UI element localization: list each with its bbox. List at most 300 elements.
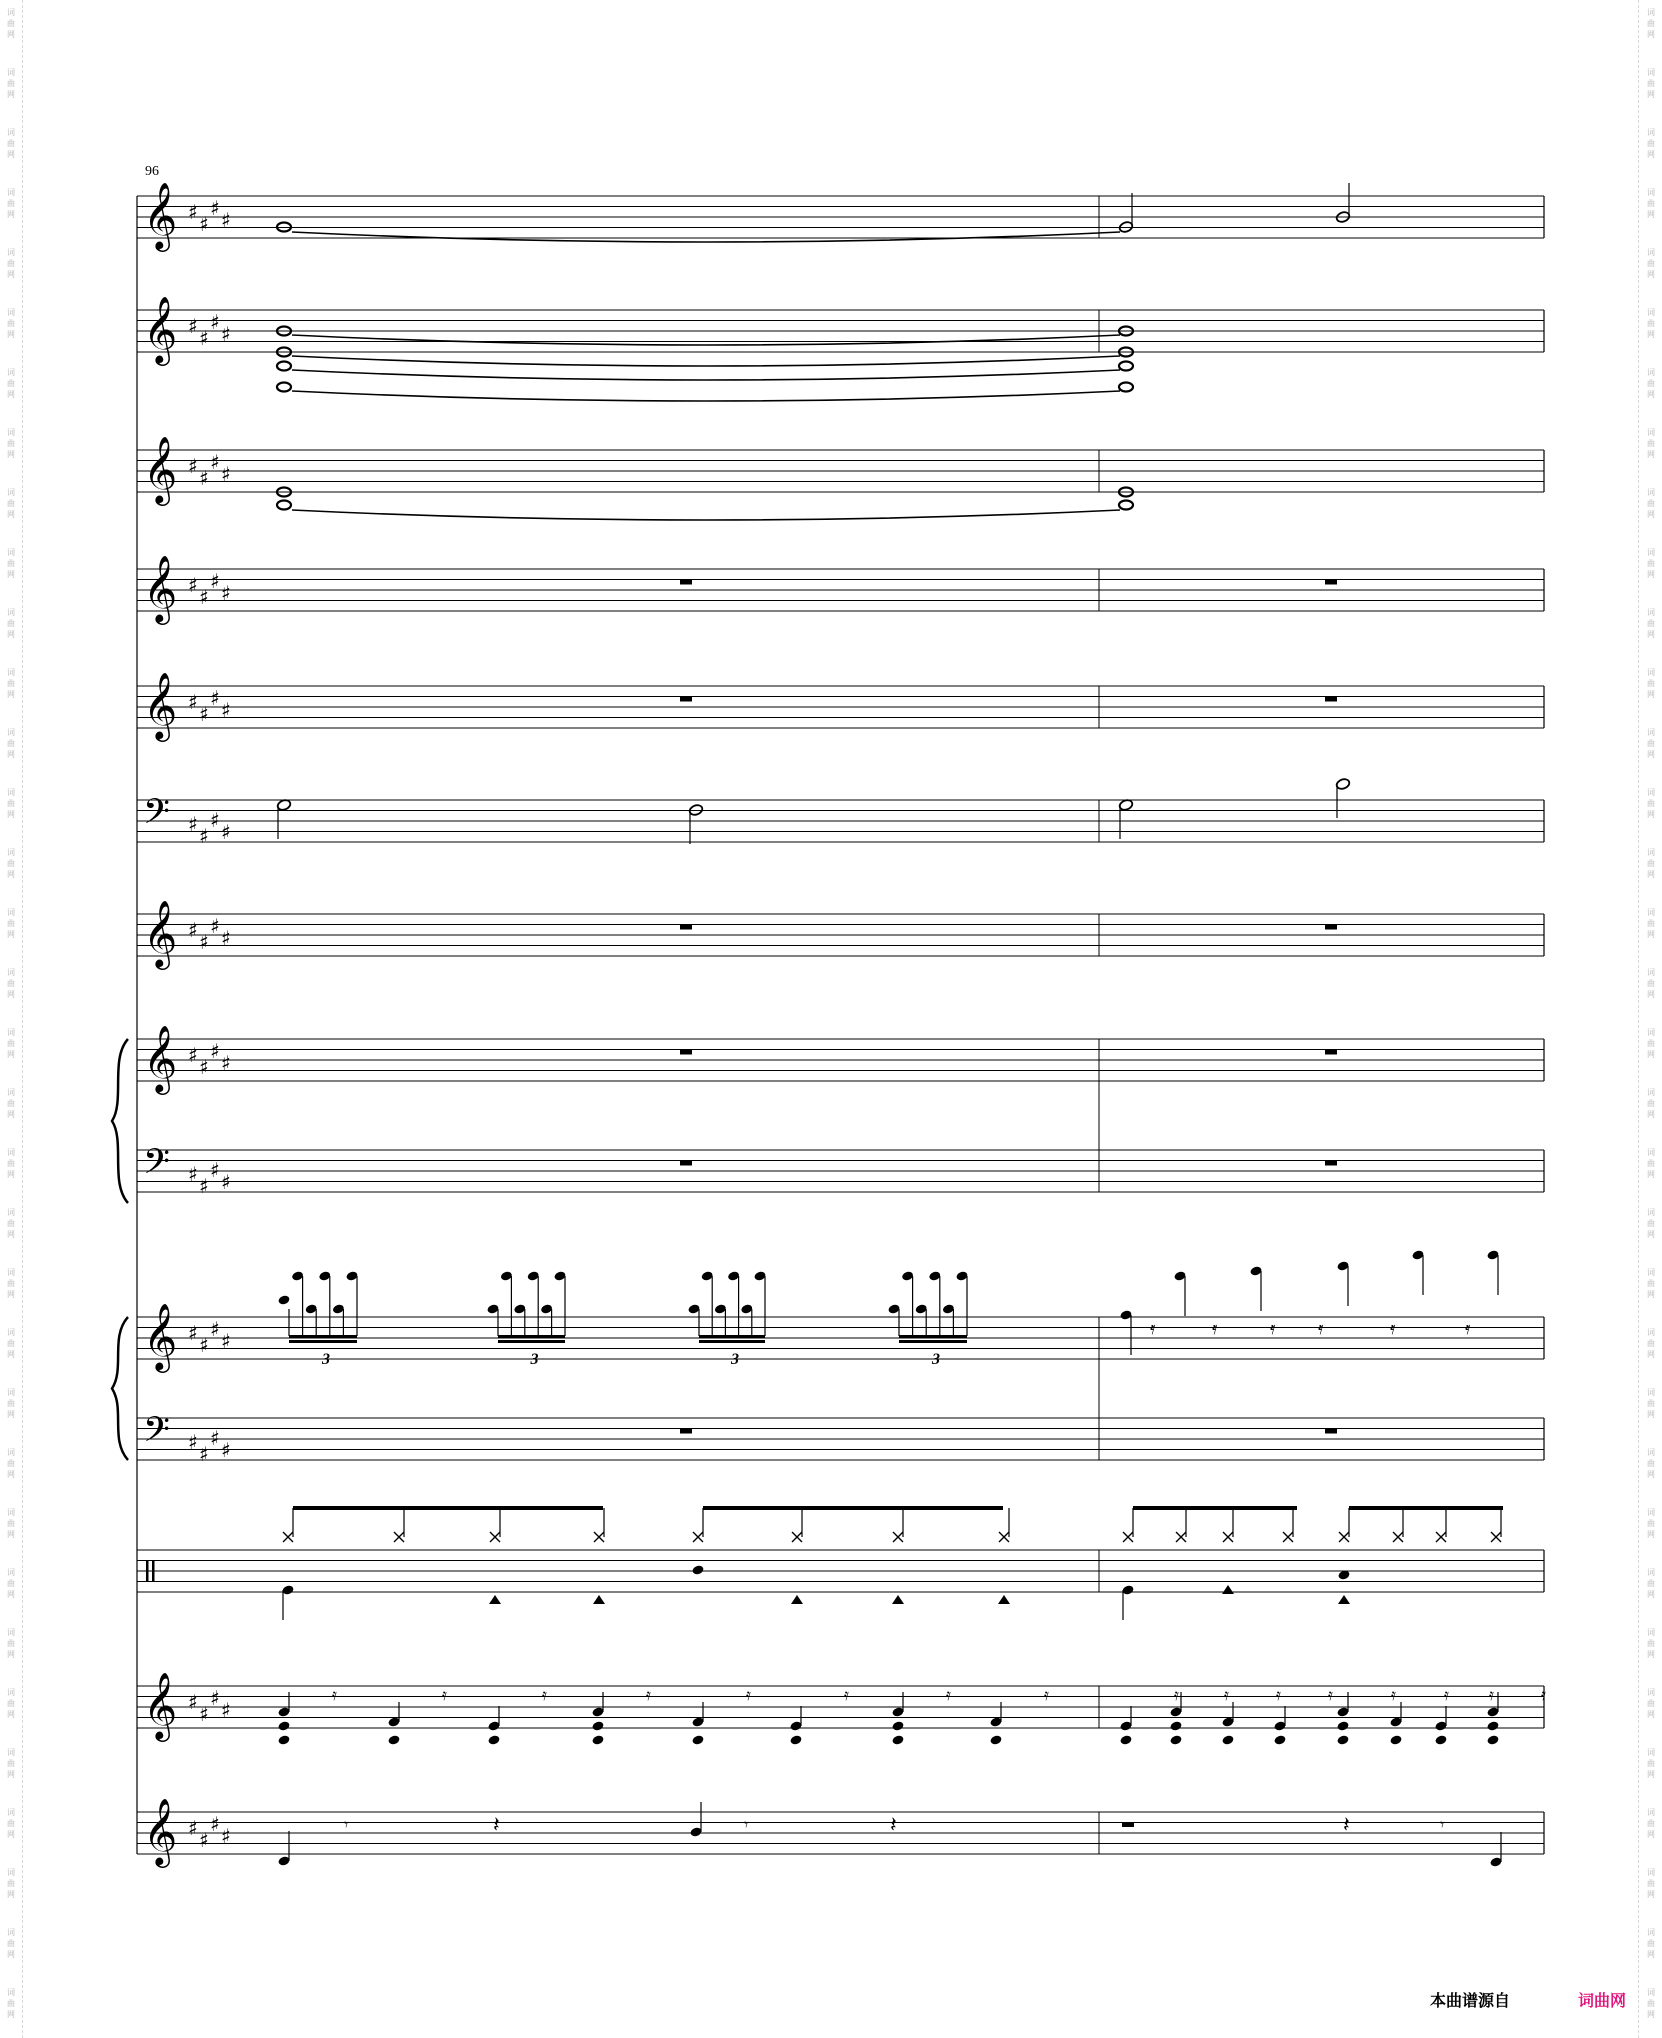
watermark-char: 网 (1647, 450, 1655, 459)
sharp-sign: ♯ (210, 1158, 220, 1182)
sharp-sign: ♯ (210, 1812, 220, 1836)
whole-rest (680, 1161, 692, 1166)
watermark-char: 网 (7, 330, 15, 339)
chord-note (277, 1720, 290, 1731)
watermark-char: 曲 (7, 1219, 15, 1228)
treble-clef: 𝄞 (143, 1302, 178, 1370)
watermark-char: 曲 (7, 439, 15, 448)
sharp-sign: ♯ (210, 310, 220, 334)
watermark-char: 词 (7, 728, 15, 737)
watermark-char: 曲 (7, 619, 15, 628)
chord-note (891, 1734, 904, 1745)
chord-note (691, 1734, 704, 1745)
sharp-sign: ♯ (199, 1055, 209, 1079)
watermark-char: 词 (1647, 8, 1655, 17)
sharp-sign: ♯ (199, 702, 209, 726)
watermark-char: 曲 (1647, 79, 1655, 88)
watermark-char: 网 (1647, 1170, 1655, 1179)
sixteenth-rest: 𝄿 (1150, 1318, 1156, 1338)
watermark-char: 网 (7, 630, 15, 639)
chord-note (591, 1720, 604, 1731)
watermark-char: 网 (7, 870, 15, 879)
sharp-sign: ♯ (188, 454, 198, 478)
watermark-char: 词 (1647, 1268, 1655, 1277)
treble-clef: 𝄞 (143, 899, 178, 967)
watermark-char: 曲 (7, 259, 15, 268)
whole-rest (1325, 925, 1337, 930)
watermark-char: 词 (1647, 668, 1655, 677)
watermark-char: 词 (1647, 1088, 1655, 1097)
watermark-char: 网 (7, 1410, 15, 1419)
watermark-char: 词 (7, 968, 15, 977)
watermark-char: 曲 (1647, 1099, 1655, 1108)
beam (289, 1335, 357, 1338)
sixteenth-rest: 𝄿 (1318, 1318, 1324, 1338)
quarter-rest: 𝄽 (493, 1812, 500, 1837)
snare-note (691, 1564, 704, 1575)
beam (899, 1340, 967, 1343)
tie (292, 232, 1120, 242)
percussion-clef (152, 1561, 155, 1582)
whole-rest (1325, 580, 1337, 585)
sharp-sign: ♯ (199, 1442, 209, 1466)
watermark-char: 网 (7, 510, 15, 519)
watermark-char: 曲 (7, 379, 15, 388)
sharp-sign: ♯ (221, 462, 231, 486)
watermark-char: 曲 (7, 979, 15, 988)
chord-whole-note (277, 383, 291, 392)
sharp-sign: ♯ (210, 196, 220, 220)
sharp-sign: ♯ (188, 200, 198, 224)
watermark-char: 曲 (7, 1759, 15, 1768)
watermark-char: 曲 (7, 79, 15, 88)
bass-drum-note (791, 1595, 803, 1604)
watermark-char: 曲 (1647, 1579, 1655, 1588)
watermark-char: 曲 (7, 1279, 15, 1288)
watermark-char: 曲 (1647, 1759, 1655, 1768)
watermark-char: 词 (7, 1268, 15, 1277)
watermark-char: 词 (1647, 128, 1655, 137)
watermark-char: 网 (1647, 210, 1655, 219)
watermark-char: 网 (1647, 1950, 1655, 1959)
sharp-sign: ♯ (199, 466, 209, 490)
chord-note (1221, 1734, 1234, 1745)
watermark-char: 曲 (1647, 619, 1655, 628)
watermark-char: 词 (7, 1508, 15, 1517)
sharp-sign: ♯ (199, 1333, 209, 1357)
watermark-char: 词 (1647, 908, 1655, 917)
chord-note (1389, 1734, 1402, 1745)
watermark-char: 词 (1647, 1928, 1655, 1937)
watermark-char: 曲 (1647, 139, 1655, 148)
chord-note (1434, 1734, 1447, 1745)
watermark-char: 网 (1647, 150, 1655, 159)
watermark-char: 曲 (1647, 1819, 1655, 1828)
sixteenth-rest: 𝄿 (946, 1687, 951, 1704)
watermark-char: 网 (1647, 1770, 1655, 1779)
cymbal-note (1436, 1532, 1446, 1542)
watermark-char: 词 (7, 1688, 15, 1697)
sharp-sign: ♯ (199, 1702, 209, 1726)
sharp-sign: ♯ (221, 1170, 231, 1194)
tie (292, 510, 1120, 520)
watermark-char: 曲 (1647, 19, 1655, 28)
watermark-char: 词 (7, 1328, 15, 1337)
sixteenth-rest: 𝄿 (1276, 1687, 1281, 1704)
sixteenth-rest: 𝄿 (542, 1687, 547, 1704)
sharp-sign: ♯ (221, 926, 231, 950)
treble-clef: 𝄞 (143, 554, 178, 622)
watermark-char: 网 (1647, 390, 1655, 399)
eighth-rest: 𝄾 (344, 1817, 349, 1834)
watermark-char: 网 (1647, 1290, 1655, 1299)
watermark-char: 网 (1647, 1410, 1655, 1419)
watermark-char: 词 (7, 548, 15, 557)
cymbal-note (1123, 1532, 1133, 1542)
whole-rest (1325, 1429, 1337, 1434)
sharp-sign: ♯ (188, 690, 198, 714)
sharp-sign: ♯ (221, 322, 231, 346)
piano-brace (112, 1317, 128, 1460)
perc-beam (1349, 1506, 1503, 1510)
watermark-char: 网 (1647, 810, 1655, 819)
footer-site-link[interactable]: 词曲网 (1578, 1991, 1627, 2010)
watermark-char: 网 (7, 690, 15, 699)
sixteenth-rest: 𝄿 (1224, 1687, 1229, 1704)
watermark-char: 词 (1647, 1868, 1655, 1877)
watermark-char: 曲 (1647, 199, 1655, 208)
watermark-char: 网 (7, 1530, 15, 1539)
whole-rest (1122, 1822, 1134, 1827)
measure-number: 96 (145, 164, 159, 179)
watermark-char: 词 (1647, 1328, 1655, 1337)
watermark-char: 曲 (1647, 1279, 1655, 1288)
watermark-char: 网 (1647, 1470, 1655, 1479)
watermark-char: 词 (1647, 608, 1655, 617)
treble-clef: 𝄞 (143, 295, 178, 363)
chord-note (591, 1734, 604, 1745)
watermark-char: 曲 (1647, 1699, 1655, 1708)
cymbal-note (1176, 1532, 1186, 1542)
chord-note (277, 1734, 290, 1745)
sharp-sign: ♯ (210, 1317, 220, 1341)
watermark-char: 曲 (7, 799, 15, 808)
watermark-char: 网 (1647, 330, 1655, 339)
watermark-char: 网 (7, 1650, 15, 1659)
chord-whole-note (1119, 362, 1133, 371)
watermark-char: 词 (1647, 1388, 1655, 1397)
sharp-sign: ♯ (221, 1698, 231, 1722)
sixteenth-rest: 𝄿 (844, 1687, 849, 1704)
watermark-char: 网 (7, 1110, 15, 1119)
watermark-char: 网 (7, 1050, 15, 1059)
watermark-char: 网 (1647, 1530, 1655, 1539)
watermark-char: 曲 (1647, 1219, 1655, 1228)
watermark-char: 网 (7, 30, 15, 39)
sharp-sign: ♯ (221, 820, 231, 844)
piano-brace (112, 1039, 128, 1203)
watermark-char: 词 (7, 668, 15, 677)
sharp-sign: ♯ (221, 581, 231, 605)
whole-rest (1325, 697, 1337, 702)
chord-note (1169, 1720, 1182, 1731)
chord-whole-note (277, 362, 291, 371)
watermark-char: 曲 (1647, 1519, 1655, 1528)
watermark-char: 词 (7, 1748, 15, 1757)
watermark-char: 网 (7, 930, 15, 939)
watermark-char: 词 (1647, 848, 1655, 857)
watermark-char: 曲 (1647, 1459, 1655, 1468)
watermark-char: 网 (1647, 1830, 1655, 1839)
watermark-char: 词 (7, 1028, 15, 1037)
sixteenth-rest: 𝄿 (746, 1687, 751, 1704)
treble-clef: 𝄞 (143, 435, 178, 503)
chord-note (1336, 1734, 1349, 1745)
watermark-char: 词 (7, 1808, 15, 1817)
tuplet-number: 3 (322, 1351, 330, 1368)
watermark-char: 曲 (1647, 1879, 1655, 1888)
watermark-char: 网 (7, 990, 15, 999)
sharp-sign: ♯ (199, 212, 209, 236)
watermark-char: 曲 (1647, 379, 1655, 388)
bass-drum-note (593, 1595, 605, 1604)
watermark-char: 词 (1647, 1448, 1655, 1457)
sharp-sign: ♯ (188, 1321, 198, 1345)
watermark-char: 曲 (7, 1519, 15, 1528)
watermark-char: 词 (7, 1568, 15, 1577)
watermark-char: 词 (1647, 1028, 1655, 1037)
sharp-sign: ♯ (199, 326, 209, 350)
tie (292, 356, 1120, 366)
watermark-char: 网 (1647, 2010, 1655, 2019)
watermark-char: 网 (7, 1950, 15, 1959)
watermark-char: 词 (1647, 188, 1655, 197)
watermark-char: 曲 (1647, 1039, 1655, 1048)
watermark-char: 网 (7, 1890, 15, 1899)
watermark-char: 网 (7, 1470, 15, 1479)
whole-rest (680, 580, 692, 585)
watermark-char: 网 (1647, 1230, 1655, 1239)
sharp-sign: ♯ (188, 918, 198, 942)
watermark-char: 曲 (7, 199, 15, 208)
tuplet-number: 3 (932, 1351, 940, 1368)
beam (699, 1335, 765, 1338)
watermark-char: 词 (1647, 1508, 1655, 1517)
sixteenth-note (277, 1294, 290, 1305)
watermark-char: 网 (1647, 690, 1655, 699)
watermark-char: 网 (1647, 1650, 1655, 1659)
cymbal-note (893, 1532, 903, 1542)
chord-note (1486, 1720, 1499, 1731)
watermark-char: 网 (7, 1770, 15, 1779)
chord-note (487, 1734, 500, 1745)
watermark-char: 曲 (7, 679, 15, 688)
sharp-sign: ♯ (199, 1174, 209, 1198)
treble-clef: 𝄞 (143, 1797, 178, 1865)
watermark-char: 曲 (1647, 559, 1655, 568)
watermark-char: 网 (1647, 1890, 1655, 1899)
bass-drum-note (489, 1595, 501, 1604)
watermark-char: 网 (1647, 990, 1655, 999)
watermark-char: 词 (7, 1208, 15, 1217)
watermark-char: 网 (1647, 1050, 1655, 1059)
treble-clef: 𝄞 (143, 181, 178, 249)
tie (292, 335, 1120, 345)
beam (498, 1335, 565, 1338)
watermark-char: 曲 (7, 1039, 15, 1048)
watermark-char: 词 (1647, 1628, 1655, 1637)
chord-note (1336, 1720, 1349, 1731)
watermark-char: 词 (1647, 968, 1655, 977)
half-note (1335, 778, 1350, 791)
eighth-rest: 𝄾 (1440, 1817, 1445, 1834)
sharp-sign: ♯ (188, 1162, 198, 1186)
watermark-char: 网 (7, 570, 15, 579)
watermark-char: 曲 (7, 739, 15, 748)
watermark-char: 网 (1647, 30, 1655, 39)
watermark-char: 网 (7, 450, 15, 459)
watermark-char: 词 (7, 848, 15, 857)
watermark-char: 词 (7, 1448, 15, 1457)
watermark-char: 网 (1647, 90, 1655, 99)
watermark-char: 曲 (1647, 1939, 1655, 1948)
quarter-rest: 𝄽 (890, 1812, 897, 1837)
whole-rest (680, 1050, 692, 1055)
beam (498, 1340, 565, 1343)
sharp-sign: ♯ (188, 812, 198, 836)
watermark-char: 网 (7, 2010, 15, 2019)
sharp-sign: ♯ (199, 930, 209, 954)
sixteenth-rest: 𝄿 (332, 1687, 337, 1704)
whole-rest (680, 1429, 692, 1434)
watermark-char: 词 (1647, 1688, 1655, 1697)
sharp-sign: ♯ (188, 1816, 198, 1840)
sharp-sign: ♯ (199, 1828, 209, 1852)
sharp-sign: ♯ (210, 450, 220, 474)
watermark-char: 曲 (7, 1819, 15, 1828)
watermark-char: 网 (7, 810, 15, 819)
chord-note (891, 1720, 904, 1731)
watermark-char: 词 (1647, 1988, 1655, 1997)
watermark-char: 词 (7, 368, 15, 377)
chord-note (1119, 1734, 1132, 1745)
watermark-char: 网 (7, 150, 15, 159)
watermark-char: 网 (7, 270, 15, 279)
beam (899, 1335, 967, 1338)
sharp-sign: ♯ (210, 1686, 220, 1710)
treble-clef: 𝄞 (143, 671, 178, 739)
chord-whole-note (1119, 501, 1133, 510)
watermark-char: 网 (1647, 1350, 1655, 1359)
watermark-char: 词 (1647, 1748, 1655, 1757)
watermark-char: 曲 (1647, 259, 1655, 268)
watermark-char: 词 (7, 908, 15, 917)
watermark-char: 曲 (1647, 859, 1655, 868)
watermark-char: 曲 (7, 499, 15, 508)
chord-note (387, 1734, 400, 1745)
sharp-sign: ♯ (188, 314, 198, 338)
watermark-char: 词 (1647, 548, 1655, 557)
watermark-char: 曲 (7, 859, 15, 868)
watermark-char: 词 (1647, 428, 1655, 437)
tuplet-number: 3 (731, 1351, 739, 1368)
watermark-char: 曲 (1647, 919, 1655, 928)
watermark-char: 曲 (1647, 319, 1655, 328)
watermark-char: 网 (7, 1170, 15, 1179)
watermark-char: 网 (1647, 1590, 1655, 1599)
watermark-char: 网 (1647, 1710, 1655, 1719)
sharp-sign: ♯ (199, 585, 209, 609)
watermark-char: 曲 (1647, 739, 1655, 748)
watermark-char: 曲 (1647, 1159, 1655, 1168)
sharp-sign: ♯ (210, 808, 220, 832)
tie (292, 370, 1120, 380)
watermark-char: 曲 (1647, 499, 1655, 508)
chord-note (989, 1734, 1002, 1745)
whole-rest (680, 697, 692, 702)
sharp-sign: ♯ (188, 1430, 198, 1454)
cymbal-note (1491, 1532, 1501, 1542)
watermark-char: 曲 (7, 919, 15, 928)
watermark-char: 曲 (1647, 1399, 1655, 1408)
bass-drum-note (892, 1595, 904, 1604)
watermark-char: 词 (1647, 1148, 1655, 1157)
sixteenth-rest: 𝄿 (1465, 1318, 1471, 1338)
watermark-char: 曲 (7, 1699, 15, 1708)
watermark-char: 词 (7, 1148, 15, 1157)
watermark-char: 词 (1647, 1208, 1655, 1217)
watermark-char: 网 (1647, 630, 1655, 639)
watermark-char: 词 (1647, 1808, 1655, 1817)
quarter-rest: 𝄽 (1343, 1812, 1350, 1837)
whole-rest (1325, 1050, 1337, 1055)
watermark-char: 曲 (1647, 439, 1655, 448)
cymbal-note (792, 1532, 802, 1542)
watermark-char: 词 (7, 308, 15, 317)
watermark-char: 网 (7, 750, 15, 759)
watermark-char: 词 (7, 128, 15, 137)
sharp-sign: ♯ (210, 1426, 220, 1450)
sharp-sign: ♯ (221, 1329, 231, 1353)
watermark-char: 曲 (7, 1639, 15, 1648)
watermark-char: 词 (7, 1868, 15, 1877)
sharp-sign: ♯ (221, 208, 231, 232)
watermark-char: 网 (7, 1590, 15, 1599)
chord-note (789, 1734, 802, 1745)
sixteenth-rest: 𝄿 (1044, 1687, 1049, 1704)
cymbal-note (283, 1532, 293, 1542)
watermark-char: 词 (7, 488, 15, 497)
watermark-char: 词 (1647, 788, 1655, 797)
whole-rest (1325, 1161, 1337, 1166)
watermark-char: 曲 (7, 1159, 15, 1168)
watermark-char: 网 (7, 390, 15, 399)
watermark-char: 词 (7, 1988, 15, 1997)
watermark-char: 词 (1647, 368, 1655, 377)
chord-note (1169, 1734, 1182, 1745)
cymbal-note (1339, 1532, 1349, 1542)
watermark-char: 词 (7, 1928, 15, 1937)
sharp-sign: ♯ (188, 573, 198, 597)
sixteenth-rest: 𝄿 (1444, 1687, 1449, 1704)
watermark-char: 词 (1647, 308, 1655, 317)
cymbal-note (693, 1532, 703, 1542)
watermark-char: 曲 (7, 1399, 15, 1408)
perc-beam (1133, 1506, 1297, 1510)
chord-whole-note (1119, 383, 1133, 392)
cymbal-note (999, 1532, 1009, 1542)
watermark-char: 曲 (7, 1099, 15, 1108)
